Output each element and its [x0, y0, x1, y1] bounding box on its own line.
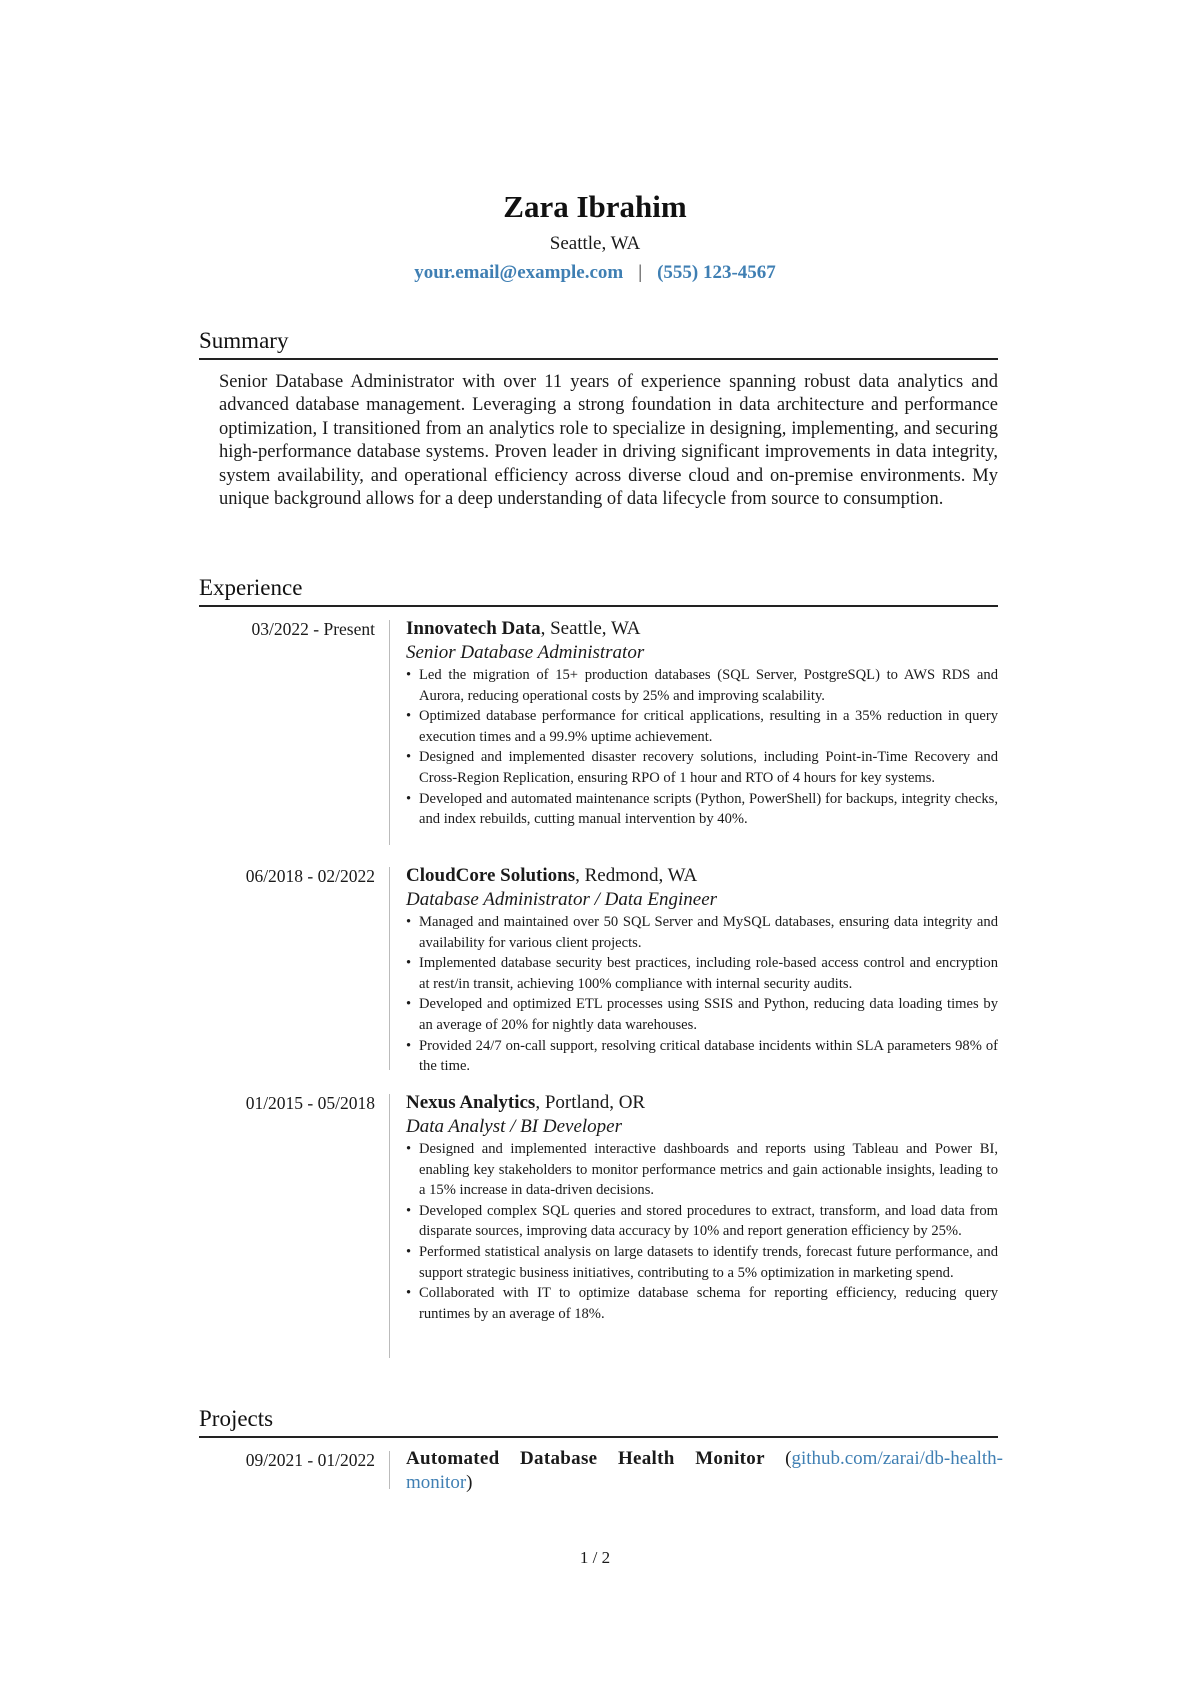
email-link[interactable]: your.email@example.com — [414, 262, 624, 283]
job-title: Data Analyst / BI Developer — [406, 1116, 622, 1137]
candidate-name: Zara Ibrahim — [503, 189, 687, 224]
list-item: • Developed complex SQL queries and stored procedures to extract, transform, and load data from disparate sources, improving data accuracy by 10% and report generation efficiency by 25%. — [406, 1201, 998, 1242]
projects-rule — [199, 1436, 998, 1438]
job-header — [406, 1091, 998, 1115]
candidate-location: Seattle, WA — [549, 233, 641, 254]
phone-link[interactable]: (555) 123-4567 — [657, 262, 776, 283]
job-entry — [406, 864, 998, 1077]
job-dates: 06/2018 - 02/2022 — [245, 866, 375, 886]
job-bullets — [406, 912, 998, 1077]
summary-text: Senior Database Administrator with over 11 years of experience spanning robust data analytics and advanced database management. Leveraging a strong foundation in data architecture and performance optimization, I transitioned from an analytics role to specialize in designing, implementing, and securing high-performance database systems. Proven leader in driving significant improvements in data integrity, system availability, and operational efficiency across diverse cloud and on-premise environments. My unique background allows for a deep understanding of data lifecycle from source to consumption. — [219, 372, 998, 510]
contact-line — [0, 261, 1190, 285]
job-header — [406, 864, 998, 888]
job-bullets — [406, 1139, 998, 1324]
page-number: 1 / 2 — [579, 1548, 611, 1567]
project-link[interactable]: github.com/zarai/db-health-monitor — [406, 1448, 1003, 1493]
timeline-line — [389, 620, 390, 845]
summary-heading: Summary — [199, 328, 289, 353]
list-item: • Designed and implemented disaster recovery solutions, including Point-in-Time Recovery and Cross-Region Replication, ensuring RPO of 1 hour and RTO of 4 hours for key systems. — [406, 747, 998, 788]
company-location: , Portland, OR — [535, 1092, 646, 1113]
project-close-paren: ) — [466, 1471, 473, 1493]
company-location: , Redmond, WA — [575, 865, 698, 886]
company-name: Nexus Analytics — [406, 1092, 536, 1113]
list-item: • Designed and implemented interactive dashboards and reports using Tableau and Power BI, enabling key stakeholders to monitor performance metrics and gain actionable insights, leading to a 15% increase in data-driven decisions. — [406, 1139, 998, 1201]
job-header — [406, 617, 998, 641]
list-item: • Optimized database performance for critical applications, resulting in a 35% reduction in query execution times and a 99.9% uptime achievement. — [406, 706, 998, 747]
list-item: • Provided 24/7 on-call support, resolving critical database incidents within SLA parameters 98% of the time. — [406, 1036, 998, 1077]
company-location: , Seattle, WA — [540, 618, 641, 639]
job-entry — [406, 1091, 998, 1324]
list-item: • Collaborated with IT to optimize database schema for reporting efficiency, reducing query runtimes by an average of 18%. — [406, 1283, 998, 1324]
experience-heading: Experience — [199, 575, 303, 600]
timeline-line — [389, 867, 390, 1070]
list-item: • Developed and optimized ETL processes using SSIS and Python, reducing data loading times by an average of 20% for nightly data warehouses. — [406, 994, 998, 1035]
job-dates: 01/2015 - 05/2018 — [245, 1093, 375, 1113]
summary-rule — [199, 358, 998, 360]
project-name: Automated Database Health Monitor — [406, 1448, 765, 1469]
list-item: • Led the migration of 15+ production databases (SQL Server, PostgreSQL) to AWS RDS and Aurora, reducing operational costs by 25% and improving scalability. — [406, 665, 998, 706]
job-title: Senior Database Administrator — [406, 642, 645, 663]
job-entry — [406, 617, 998, 830]
contact-separator: | — [638, 262, 643, 283]
list-item: • Performed statistical analysis on large datasets to identify trends, forecast future performance, and support strategic business initiatives, contributing to a 5% optimization in marketing spend. — [406, 1242, 998, 1283]
timeline-line — [389, 1451, 390, 1489]
list-item: • Managed and maintained over 50 SQL Server and MySQL databases, ensuring data integrity and availability for various client projects. — [406, 912, 998, 953]
company-name: Innovatech Data — [406, 618, 541, 639]
experience-rule — [199, 605, 998, 607]
job-bullets — [406, 665, 998, 830]
list-item: • Implemented database security best practices, including role-based access control and encryption at rest/in transit, achieving 100% compliance with internal security audits. — [406, 953, 998, 994]
company-name: CloudCore Solutions — [406, 865, 576, 886]
job-title: Database Administrator / Data Engineer — [406, 889, 718, 910]
project-entry — [406, 1447, 1003, 1494]
job-dates: 03/2022 - Present — [251, 619, 375, 639]
timeline-line — [389, 1094, 390, 1358]
project-dates: 09/2021 - 01/2022 — [245, 1450, 375, 1470]
projects-heading: Projects — [199, 1406, 274, 1431]
list-item: • Developed and automated maintenance scripts (Python, PowerShell) for backups, integrity checks, and index rebuilds, cutting manual intervention by 40%. — [406, 789, 998, 830]
project-open-paren: ( — [764, 1448, 792, 1469]
